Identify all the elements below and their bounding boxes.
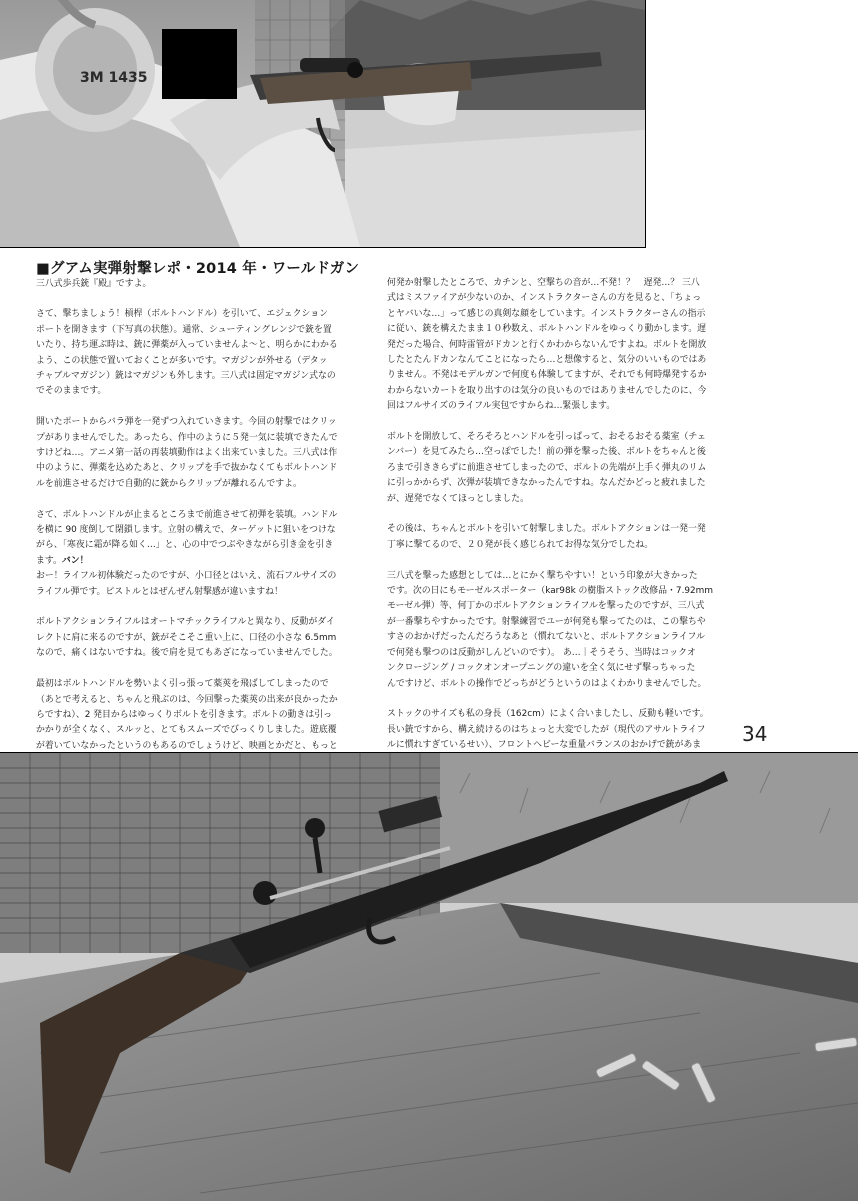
- rifle-bench-photo: [0, 752, 858, 1201]
- paragraph: ボルトを開放して、そろそろとハンドルを引っぱって、おそるおそる薬室（チェ ンバー）を見てみたら…空っぽでした！前の弾を撃った後、ボルトをちゃんと後 ろまで引ききらずに前進させてしまったので、ボルトの先端が上手く弾丸のリム に引っかからず、次弾が装填できなかったんですね。なんだかどっと疲れました が、遅発でなくてほっとしました。: [387, 432, 707, 504]
- paragraph: ストックのサイズも私の身長（162cm）によく合いましたし、反動も軽いです。 長い銃ですから、構え続けるのはちょっと大変でしたが（現代のアサルトライフ ルに慣れすぎているせい）、フロントヘビーな重量バランスのおかげで銃があま: [387, 709, 709, 751]
- earmuff-label: 3M 1435: [80, 70, 148, 86]
- paragraph: その後は、ちゃんとボルトを引いて射撃しました。ボルトアクションは一発一発 丁寧に撃てるので、２０発が長く感じられてお得な気分でしたね。: [387, 524, 706, 550]
- paragraph: さて、ボルトハンドルが止まるところまで前進させて初弾を装填。ハンドル を横に 90 度倒して閉鎖します。立射の構えで、ターゲットに狙いをつけな がら、「寒夜に霜が降る如く…」と、心の中でつぶやきながら引き金を引き ます。: [36, 509, 338, 566]
- article-subtitle: 三八式歩兵銃『殿』ですよ。: [36, 279, 152, 289]
- privacy-redaction: [162, 29, 237, 99]
- article-title: ■グアム実弾射撃レポ・2014 年・ワールドガン: [36, 261, 360, 277]
- paragraph: 何発か射撃したところで、カチンと、空撃ちの音が…不発！？ 遅発…？ 三八 式はミスファイアが少ないのか、インストラクターさんの方を見ると、「ちょっ とヤバいな…」って感じの真剣な顔をしています。インストラクターさんの指示 に従い、銃を構えたまま１０秒数え、ボルトハンドルをゆっくり動かします。遅 発だった場合、何時雷管がドカンと行くかわからないんですよね。ボルトを開放 したとたんドカンなんてことになったら…と想像すると、気分のいいものではあ りません。不発はモデルガンで何度も体験してますが、それでも何時爆発するか わからないカートを取り出すのは気分の良いものではありませんでしたのに、今 回はフルサイズのライフル実包ですからね…緊張します。: [387, 278, 707, 412]
- paragraph: 開いたポートからバラ弾を一発ずつ入れていきます。今回の射撃ではクリッ プがありませんでした。あったら、作中のように５発一気に装填できたんで すけどね…。アニメ第一話の再装填動作はよく出来ていました。三八式は作 中のように、弾薬を込めたあと、クリップを手で抜かなくてもボルトハンド ルを前進させるだけで自動的に銃からクリップが離れるんですよ。: [36, 417, 338, 489]
- bang-exclamation: バン！: [61, 555, 89, 566]
- shooter-photo: [0, 0, 646, 248]
- page-number: 34: [742, 722, 768, 746]
- article-column-left: [36, 277, 373, 785]
- paragraph: ボルトアクションライフルはオートマチックライフルと異なり、反動がダイ レクトに肩に来るのですが、銃がそこそこ重い上に、口径の小さな 6.5mm なので、痛くはないですね。後で肩を見てもあざになっていませんでした。: [36, 617, 338, 659]
- paragraph: 三八式を撃った感想としては…とにかく撃ちやすい！という印象が大きかった です。次の日にもモーゼルスポーター（kar98k の樹脂ストック改修品・7.92mm モーゼル弾）等、何丁かのボルトアクションライフルを撃ったのですが、三八式 が一番撃ちやすかったです。射撃練習でユーが何発も撃ってたのは、この撃ちや すさのおかげだったんだろうなあと（慣れてないと、ボルトアクションライフル で何発も撃つのは反動がしんどいのです）。 あ…｜そうそう、当時はコックオ ンクロージング / コックオンオープニングの違いを全く気にせず撃っちゃった んですけど、ボルトの操作でどっちがどうというのはよくわかりませんでした。: [387, 570, 713, 689]
- paragraph: さて、撃ちましょう！槓桿（ボルトハンドル）を引いて、エジェクション ポートを開きます（下写真の状態）。通常、シューティングレンジで銃を置 いたり、持ち運ぶ時は、銃に弾薬が入っていませんよ～と、明らかにわかる よう、この状態で置いておくことが多いです。マガジンが外せる（デタッ チャブルマガジン）銃はマガジンも外します。三八式は固定マガジン式なの でそのままです。: [36, 309, 338, 397]
- paragraph: おー！ライフル初体験だったのですが、小口径とはいえ、流石フルサイズの ライフル弾です。ピストルとはぜんぜん射撃感が違いますね！: [36, 571, 337, 597]
- article-column-right: [387, 276, 735, 784]
- paragraph: 最初はボルトハンドルを勢いよく引っ張って薬莢を飛ばしてしまったので （あとで考えると、ちゃんと飛ぶのは、今回撃った薬莢の出来が良かったか らですね）、2 発目からはゆっくりボルトを引きます。ボルトの動きは引っ かかりが全くなく、スルッと、とてもスムーズでびっくりしました。遊底覆 が着いていなかったというのもあるのでしょうけど、映画とかだと、もっと: [36, 679, 338, 751]
